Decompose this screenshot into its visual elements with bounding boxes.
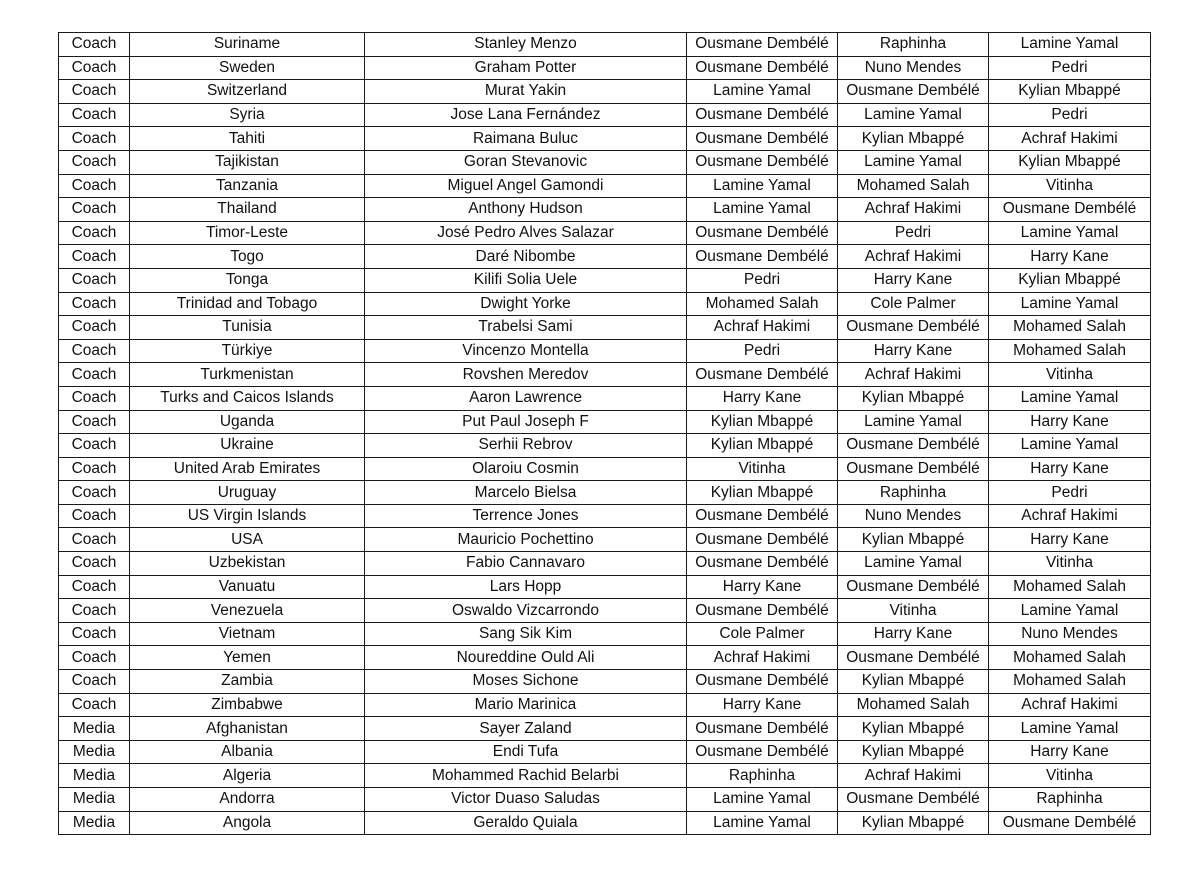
table-row: [59, 811, 1151, 835]
table-row: [59, 174, 1151, 198]
first-choice-cell: Kylian Mbappé: [687, 410, 838, 434]
first-choice-cell: Vitinha: [687, 457, 838, 481]
nation-cell: Zambia: [130, 670, 365, 694]
voter-cell: Geraldo Quiala: [365, 811, 687, 835]
second-choice-cell: Mohamed Salah: [838, 174, 989, 198]
second-choice-cell: Lamine Yamal: [838, 150, 989, 174]
voter-cell: Kilifi Solia Uele: [365, 268, 687, 292]
category-cell: Coach: [59, 198, 130, 222]
nation-cell: Switzerland: [130, 80, 365, 104]
second-choice-cell: Achraf Hakimi: [838, 764, 989, 788]
third-choice-cell: Harry Kane: [989, 528, 1151, 552]
category-cell: Coach: [59, 457, 130, 481]
table-row: [59, 434, 1151, 458]
second-choice-cell: Lamine Yamal: [838, 410, 989, 434]
table-row: [59, 33, 1151, 57]
voter-cell: Goran Stevanovic: [365, 150, 687, 174]
third-choice-cell: Lamine Yamal: [989, 292, 1151, 316]
nation-cell: Angola: [130, 811, 365, 835]
third-choice-cell: Achraf Hakimi: [989, 693, 1151, 717]
category-cell: Coach: [59, 646, 130, 670]
nation-cell: US Virgin Islands: [130, 504, 365, 528]
voter-cell: Oswaldo Vizcarrondo: [365, 599, 687, 623]
category-cell: Coach: [59, 504, 130, 528]
nation-cell: Tonga: [130, 268, 365, 292]
first-choice-cell: Ousmane Dembélé: [687, 127, 838, 151]
first-choice-cell: Ousmane Dembélé: [687, 56, 838, 80]
third-choice-cell: Vitinha: [989, 363, 1151, 387]
table-row: [59, 245, 1151, 269]
second-choice-cell: Kylian Mbappé: [838, 717, 989, 741]
third-choice-cell: Mohamed Salah: [989, 646, 1151, 670]
voter-cell: Rovshen Meredov: [365, 363, 687, 387]
category-cell: Coach: [59, 693, 130, 717]
nation-cell: Uganda: [130, 410, 365, 434]
third-choice-cell: Mohamed Salah: [989, 339, 1151, 363]
table-row: [59, 103, 1151, 127]
category-cell: Media: [59, 764, 130, 788]
voter-cell: Mario Marinica: [365, 693, 687, 717]
voter-cell: Aaron Lawrence: [365, 386, 687, 410]
voter-cell: Moses Sichone: [365, 670, 687, 694]
third-choice-cell: Harry Kane: [989, 410, 1151, 434]
second-choice-cell: Achraf Hakimi: [838, 198, 989, 222]
voter-cell: Mohammed Rachid Belarbi: [365, 764, 687, 788]
third-choice-cell: Achraf Hakimi: [989, 504, 1151, 528]
table-row: [59, 268, 1151, 292]
first-choice-cell: Ousmane Dembélé: [687, 599, 838, 623]
second-choice-cell: Pedri: [838, 221, 989, 245]
category-cell: Coach: [59, 150, 130, 174]
category-cell: Coach: [59, 292, 130, 316]
third-choice-cell: Lamine Yamal: [989, 221, 1151, 245]
first-choice-cell: Achraf Hakimi: [687, 316, 838, 340]
nation-cell: United Arab Emirates: [130, 457, 365, 481]
table-row: [59, 622, 1151, 646]
nation-cell: USA: [130, 528, 365, 552]
category-cell: Coach: [59, 56, 130, 80]
first-choice-cell: Mohamed Salah: [687, 292, 838, 316]
nation-cell: Vanuatu: [130, 575, 365, 599]
table-row: [59, 363, 1151, 387]
third-choice-cell: Harry Kane: [989, 245, 1151, 269]
second-choice-cell: Kylian Mbappé: [838, 127, 989, 151]
third-choice-cell: Ousmane Dembélé: [989, 811, 1151, 835]
first-choice-cell: Ousmane Dembélé: [687, 717, 838, 741]
table-row: [59, 717, 1151, 741]
second-choice-cell: Achraf Hakimi: [838, 245, 989, 269]
second-choice-cell: Raphinha: [838, 33, 989, 57]
first-choice-cell: Ousmane Dembélé: [687, 363, 838, 387]
second-choice-cell: Lamine Yamal: [838, 103, 989, 127]
first-choice-cell: Raphinha: [687, 764, 838, 788]
table-row: [59, 552, 1151, 576]
third-choice-cell: Harry Kane: [989, 740, 1151, 764]
third-choice-cell: Ousmane Dembélé: [989, 198, 1151, 222]
nation-cell: Syria: [130, 103, 365, 127]
first-choice-cell: Ousmane Dembélé: [687, 245, 838, 269]
voter-cell: Marcelo Bielsa: [365, 481, 687, 505]
table-row: [59, 575, 1151, 599]
voter-cell: Dwight Yorke: [365, 292, 687, 316]
nation-cell: Tanzania: [130, 174, 365, 198]
category-cell: Coach: [59, 268, 130, 292]
category-cell: Coach: [59, 339, 130, 363]
second-choice-cell: Harry Kane: [838, 622, 989, 646]
first-choice-cell: Lamine Yamal: [687, 811, 838, 835]
table-row: [59, 599, 1151, 623]
table-row: [59, 764, 1151, 788]
category-cell: Coach: [59, 386, 130, 410]
second-choice-cell: Harry Kane: [838, 268, 989, 292]
second-choice-cell: Vitinha: [838, 599, 989, 623]
nation-cell: Yemen: [130, 646, 365, 670]
table-row: [59, 198, 1151, 222]
nation-cell: Uzbekistan: [130, 552, 365, 576]
third-choice-cell: Kylian Mbappé: [989, 150, 1151, 174]
nation-cell: Vietnam: [130, 622, 365, 646]
table-row: [59, 127, 1151, 151]
second-choice-cell: Ousmane Dembélé: [838, 80, 989, 104]
second-choice-cell: Kylian Mbappé: [838, 740, 989, 764]
voter-cell: Fabio Cannavaro: [365, 552, 687, 576]
category-cell: Coach: [59, 410, 130, 434]
table-row: [59, 504, 1151, 528]
nation-cell: Turkmenistan: [130, 363, 365, 387]
first-choice-cell: Achraf Hakimi: [687, 646, 838, 670]
voter-cell: Daré Nibombe: [365, 245, 687, 269]
first-choice-cell: Ousmane Dembélé: [687, 528, 838, 552]
third-choice-cell: Lamine Yamal: [989, 33, 1151, 57]
first-choice-cell: Ousmane Dembélé: [687, 33, 838, 57]
category-cell: Coach: [59, 670, 130, 694]
table-row: [59, 150, 1151, 174]
voter-cell: Terrence Jones: [365, 504, 687, 528]
voter-cell: Anthony Hudson: [365, 198, 687, 222]
table-row: [59, 788, 1151, 812]
third-choice-cell: Pedri: [989, 56, 1151, 80]
vote-table: [58, 32, 1151, 835]
first-choice-cell: Lamine Yamal: [687, 198, 838, 222]
third-choice-cell: Mohamed Salah: [989, 316, 1151, 340]
nation-cell: Turks and Caicos Islands: [130, 386, 365, 410]
category-cell: Coach: [59, 622, 130, 646]
third-choice-cell: Vitinha: [989, 764, 1151, 788]
second-choice-cell: Ousmane Dembélé: [838, 316, 989, 340]
voter-cell: Murat Yakin: [365, 80, 687, 104]
table-row: [59, 740, 1151, 764]
nation-cell: Türkiye: [130, 339, 365, 363]
nation-cell: Ukraine: [130, 434, 365, 458]
third-choice-cell: Lamine Yamal: [989, 717, 1151, 741]
voter-cell: Graham Potter: [365, 56, 687, 80]
nation-cell: Venezuela: [130, 599, 365, 623]
second-choice-cell: Nuno Mendes: [838, 504, 989, 528]
table-row: [59, 528, 1151, 552]
table-row: [59, 410, 1151, 434]
first-choice-cell: Kylian Mbappé: [687, 434, 838, 458]
first-choice-cell: Pedri: [687, 268, 838, 292]
table-row: [59, 457, 1151, 481]
second-choice-cell: Kylian Mbappé: [838, 528, 989, 552]
third-choice-cell: Mohamed Salah: [989, 575, 1151, 599]
second-choice-cell: Ousmane Dembélé: [838, 788, 989, 812]
category-cell: Coach: [59, 481, 130, 505]
third-choice-cell: Pedri: [989, 481, 1151, 505]
first-choice-cell: Lamine Yamal: [687, 80, 838, 104]
vote-table-body: [59, 33, 1151, 835]
second-choice-cell: Kylian Mbappé: [838, 386, 989, 410]
third-choice-cell: Pedri: [989, 103, 1151, 127]
table-row: [59, 386, 1151, 410]
nation-cell: Algeria: [130, 764, 365, 788]
first-choice-cell: Kylian Mbappé: [687, 481, 838, 505]
voter-cell: Sang Sik Kim: [365, 622, 687, 646]
first-choice-cell: Harry Kane: [687, 386, 838, 410]
first-choice-cell: Ousmane Dembélé: [687, 740, 838, 764]
third-choice-cell: Harry Kane: [989, 457, 1151, 481]
first-choice-cell: Ousmane Dembélé: [687, 552, 838, 576]
category-cell: Coach: [59, 174, 130, 198]
nation-cell: Tajikistan: [130, 150, 365, 174]
first-choice-cell: Cole Palmer: [687, 622, 838, 646]
first-choice-cell: Lamine Yamal: [687, 174, 838, 198]
category-cell: Coach: [59, 316, 130, 340]
first-choice-cell: Lamine Yamal: [687, 788, 838, 812]
table-row: [59, 56, 1151, 80]
table-row: [59, 670, 1151, 694]
voter-cell: Vincenzo Montella: [365, 339, 687, 363]
second-choice-cell: Harry Kane: [838, 339, 989, 363]
category-cell: Coach: [59, 528, 130, 552]
third-choice-cell: Achraf Hakimi: [989, 127, 1151, 151]
third-choice-cell: Vitinha: [989, 552, 1151, 576]
second-choice-cell: Kylian Mbappé: [838, 670, 989, 694]
third-choice-cell: Nuno Mendes: [989, 622, 1151, 646]
third-choice-cell: Lamine Yamal: [989, 599, 1151, 623]
nation-cell: Uruguay: [130, 481, 365, 505]
category-cell: Coach: [59, 103, 130, 127]
first-choice-cell: Pedri: [687, 339, 838, 363]
nation-cell: Tahiti: [130, 127, 365, 151]
third-choice-cell: Lamine Yamal: [989, 434, 1151, 458]
category-cell: Media: [59, 717, 130, 741]
third-choice-cell: Vitinha: [989, 174, 1151, 198]
first-choice-cell: Ousmane Dembélé: [687, 150, 838, 174]
voter-cell: Noureddine Ould Ali: [365, 646, 687, 670]
second-choice-cell: Achraf Hakimi: [838, 363, 989, 387]
first-choice-cell: Harry Kane: [687, 693, 838, 717]
voter-cell: Sayer Zaland: [365, 717, 687, 741]
third-choice-cell: Lamine Yamal: [989, 386, 1151, 410]
category-cell: Coach: [59, 434, 130, 458]
nation-cell: Timor-Leste: [130, 221, 365, 245]
second-choice-cell: Raphinha: [838, 481, 989, 505]
nation-cell: Albania: [130, 740, 365, 764]
voter-cell: Raimana Buluc: [365, 127, 687, 151]
nation-cell: Suriname: [130, 33, 365, 57]
first-choice-cell: Ousmane Dembélé: [687, 103, 838, 127]
table-row: [59, 221, 1151, 245]
second-choice-cell: Ousmane Dembélé: [838, 434, 989, 458]
second-choice-cell: Lamine Yamal: [838, 552, 989, 576]
voter-cell: Serhii Rebrov: [365, 434, 687, 458]
category-cell: Media: [59, 788, 130, 812]
category-cell: Coach: [59, 127, 130, 151]
second-choice-cell: Ousmane Dembélé: [838, 575, 989, 599]
voter-cell: Mauricio Pochettino: [365, 528, 687, 552]
category-cell: Coach: [59, 363, 130, 387]
first-choice-cell: Ousmane Dembélé: [687, 221, 838, 245]
third-choice-cell: Raphinha: [989, 788, 1151, 812]
table-row: [59, 316, 1151, 340]
nation-cell: Afghanistan: [130, 717, 365, 741]
nation-cell: Thailand: [130, 198, 365, 222]
second-choice-cell: Cole Palmer: [838, 292, 989, 316]
nation-cell: Andorra: [130, 788, 365, 812]
second-choice-cell: Nuno Mendes: [838, 56, 989, 80]
voter-cell: Miguel Angel Gamondi: [365, 174, 687, 198]
voter-cell: Lars Hopp: [365, 575, 687, 599]
voter-cell: José Pedro Alves Salazar: [365, 221, 687, 245]
voter-cell: Jose Lana Fernández: [365, 103, 687, 127]
second-choice-cell: Mohamed Salah: [838, 693, 989, 717]
first-choice-cell: Harry Kane: [687, 575, 838, 599]
first-choice-cell: Ousmane Dembélé: [687, 670, 838, 694]
nation-cell: Zimbabwe: [130, 693, 365, 717]
voter-cell: Stanley Menzo: [365, 33, 687, 57]
second-choice-cell: Ousmane Dembélé: [838, 646, 989, 670]
table-row: [59, 80, 1151, 104]
table-row: [59, 481, 1151, 505]
nation-cell: Trinidad and Tobago: [130, 292, 365, 316]
table-row: [59, 292, 1151, 316]
table-row: [59, 693, 1151, 717]
second-choice-cell: Ousmane Dembélé: [838, 457, 989, 481]
voter-cell: Put Paul Joseph F: [365, 410, 687, 434]
category-cell: Coach: [59, 80, 130, 104]
table-row: [59, 339, 1151, 363]
table-row: [59, 646, 1151, 670]
category-cell: Coach: [59, 575, 130, 599]
third-choice-cell: Mohamed Salah: [989, 670, 1151, 694]
category-cell: Coach: [59, 599, 130, 623]
nation-cell: Sweden: [130, 56, 365, 80]
category-cell: Coach: [59, 221, 130, 245]
voter-cell: Trabelsi Sami: [365, 316, 687, 340]
nation-cell: Tunisia: [130, 316, 365, 340]
voter-cell: Victor Duaso Saludas: [365, 788, 687, 812]
third-choice-cell: Kylian Mbappé: [989, 268, 1151, 292]
second-choice-cell: Kylian Mbappé: [838, 811, 989, 835]
first-choice-cell: Ousmane Dembélé: [687, 504, 838, 528]
third-choice-cell: Kylian Mbappé: [989, 80, 1151, 104]
category-cell: Coach: [59, 33, 130, 57]
voter-cell: Olaroiu Cosmin: [365, 457, 687, 481]
category-cell: Media: [59, 811, 130, 835]
category-cell: Coach: [59, 552, 130, 576]
nation-cell: Togo: [130, 245, 365, 269]
voter-cell: Endi Tufa: [365, 740, 687, 764]
category-cell: Coach: [59, 245, 130, 269]
category-cell: Media: [59, 740, 130, 764]
